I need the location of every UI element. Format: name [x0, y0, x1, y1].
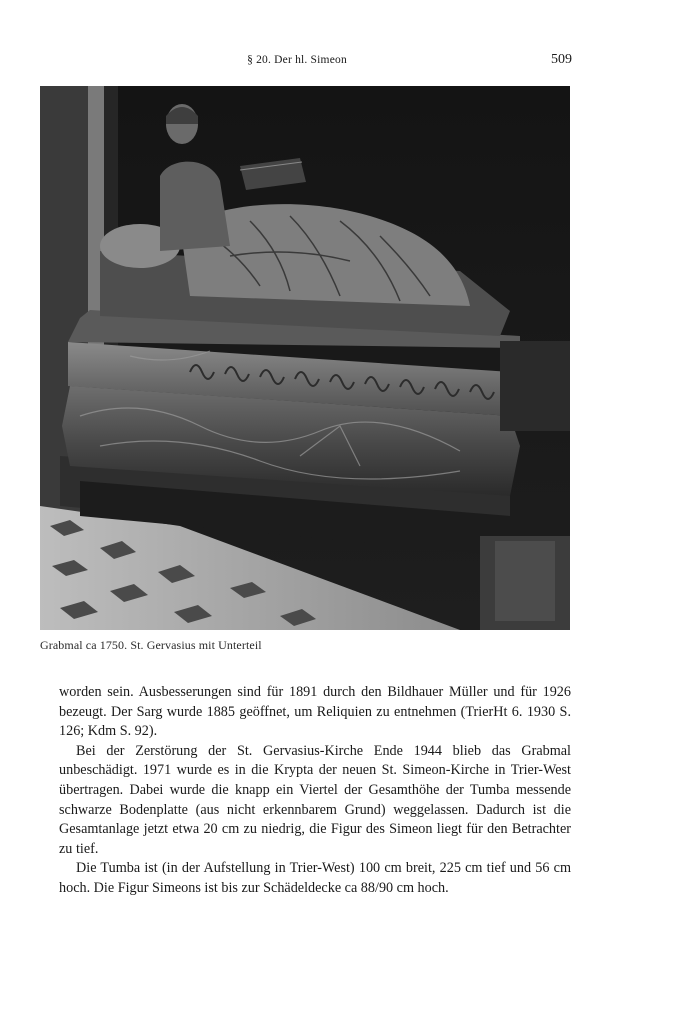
running-head [0, 52, 700, 72]
tomb-photograph [40, 86, 570, 630]
body-text [59, 683, 571, 899]
running-title: § 20. Der hl. Simeon [247, 54, 347, 66]
figure-caption: Grabmal ca 1750. St. Gervasius mit Unterteil [40, 638, 262, 652]
paragraph: worden sein. Ausbesserungen sind für 1891 durch den Bildhauer Müller und für 1926 bezeugt. Der Sarg wurde 1885 geöffnet, um Reliquien zu entnehmen (TrierHt 6. 1930 S. 126; Kdm S. 92). [59, 684, 571, 740]
paragraph: Die Tumba ist (in der Aufstellung in Trier-West) 100 cm breit, 225 cm tief und 56 cm hoch. Die Figur Simeons ist bis zur Schädeldecke ca 88/90 cm hoch. [59, 860, 571, 896]
paragraph: Bei der Zerstörung der St. Gervasius-Kirche Ende 1944 blieb das Grabmal unbeschädigt. 1971 wurde es in die Krypta der neuen St. Simeon-Kirche in Trier-West übertragen. Dabei wurde die knapp ein Viertel der Gesamthöhe der Tumba messende schwarze Bodenplatte (aus nicht erkennbarem Grund) weggelassen. Dadurch ist die Gesamtanlage jetzt etwa 20 cm zu niedrig, die Figur des Simeon liegt für den Betrachter zu tief. [59, 742, 571, 857]
page-number: 509 [551, 52, 572, 67]
